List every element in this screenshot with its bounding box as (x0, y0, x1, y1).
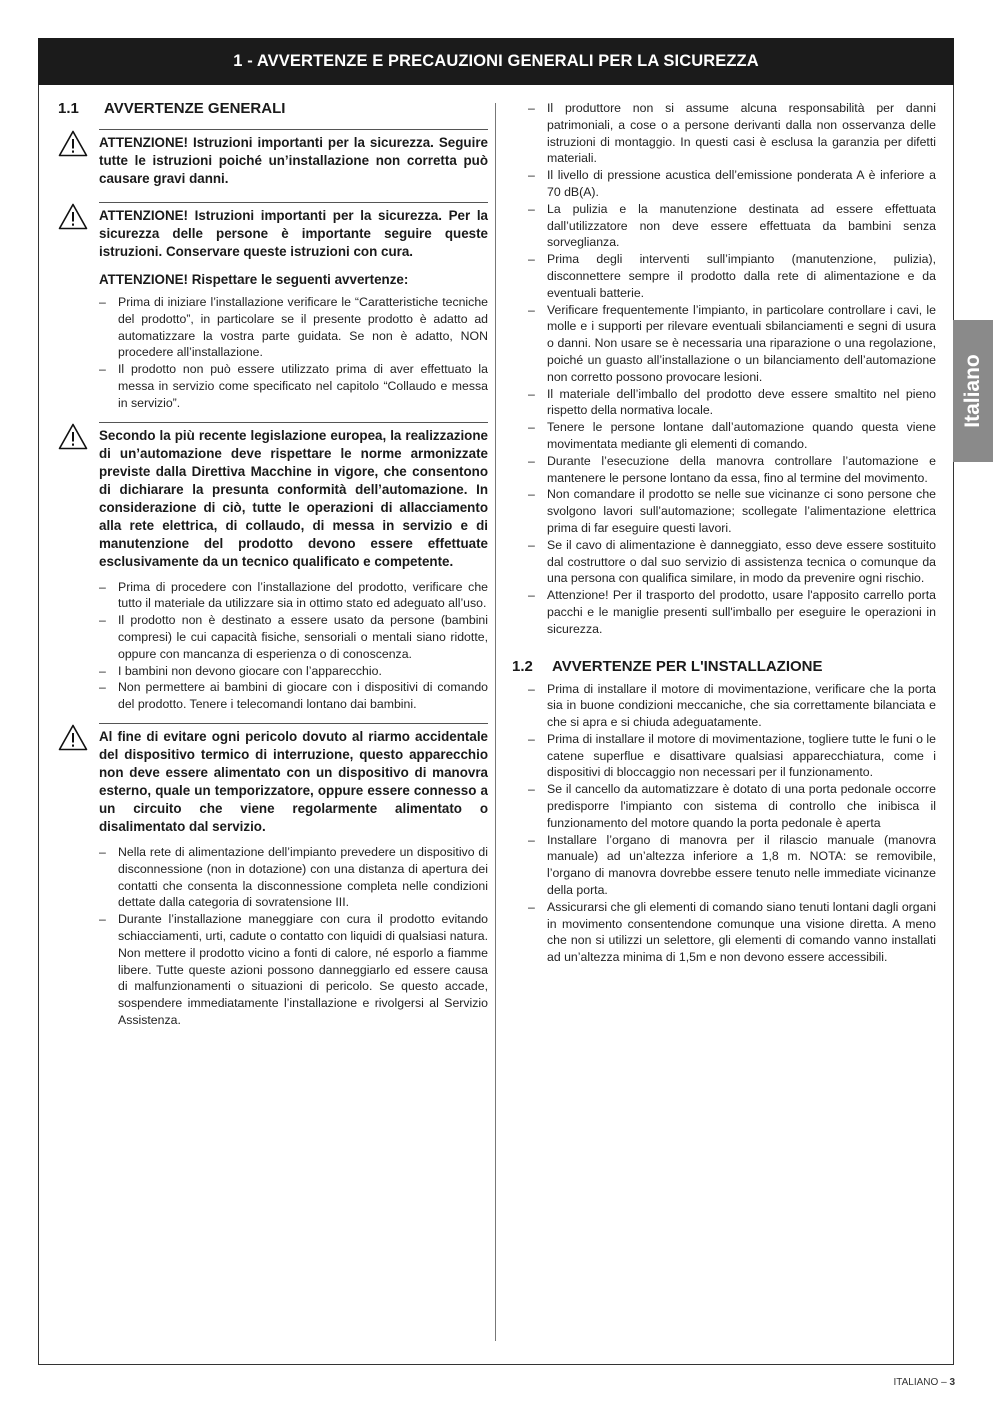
section-title: AVVERTENZE GENERALI (104, 100, 286, 117)
list-item: – Installare l’organo di manovra per il rilascio manuale (manovra manuale) ad un’altezza inferiore a 1,8 m. NOTA: se removibile, l’organo di manovra dovrebbe essere tenuto nelle immediate vicinanze della porta. (528, 832, 936, 899)
page-footer (893, 1377, 955, 1388)
installation-warnings-list (528, 681, 936, 967)
warning-block-4 (58, 723, 488, 836)
warning-text: ATTENZIONE! Istruzioni importanti per la sicurezza. Seguire tutte le istruzioni poiché un’installazione non corretta può causare gravi danni. (99, 129, 488, 188)
warning-list-3 (99, 844, 488, 1029)
warning-triangle-icon (58, 130, 88, 157)
list-item: – Nella rete di alimentazione dell’impianto prevedere un dispositivo di disconnessione (non in dotazione) con una distanza di apertura dei contatti che consenta la disconnessione completa nelle condizioni dettate dalla categoria di sovratensione III. (99, 844, 488, 911)
section-heading-1-2 (512, 658, 936, 675)
list-item: – Durante l’installazione maneggiare con cura il prodotto evitando schiacciamenti, urti, cadute o contatto con liquidi di qualsiasi natura. Non mettere il prodotto vicino a fonti di calore, né esporlo a fiamme libere. Tutte queste azioni possono danneggiarlo ed essere causa di malfunzionamenti o situazioni di pericolo. Se questo accade, sospendere immediatamente l’installazione e rivolgersi al Servizio Assistenza. (99, 911, 488, 1029)
list-item: – Non permettere ai bambini di giocare con i dispositivi di comando del prodotto. Tenere i telecomandi lontano dai bambini. (99, 679, 488, 713)
list-item: – Verificare frequentemente l’impianto, in particolare controllare i cavi, le molle e i supporti per rilevare eventuali sbilanciamenti e segni di usura o danni. Non usare se è necessaria una riparazione o una regolazione, poiché un guasto all’installazione o un bilanciamento dell’automazione non corretto possono provocare lesioni. (528, 302, 936, 386)
list-item: – Prima di installare il motore di movimentazione, verificare che la porta sia in buone condizioni meccaniche, che sia correttamente bilanciata e che si apra e si chiuda adeguatamente. (528, 681, 936, 731)
list-item: – Attenzione! Per il trasporto del prodotto, usare l'apposito carrello porta pacchi e le maniglie presenti sull'imballo per eseguire le operazioni in sicurezza. (528, 587, 936, 637)
right-column (512, 100, 936, 966)
list-item: – I bambini non devono giocare con l’apparecchio. (99, 663, 488, 680)
list-item: – Prima di procedere con l’installazione del prodotto, verificare che tutto il materiale da utilizzare sia in ottimo stato ed adeguato all’uso. (99, 579, 488, 613)
warning-triangle-icon (58, 423, 88, 450)
language-tab-label: Italiano (961, 354, 984, 428)
footer-label: ITALIANO – (893, 1377, 950, 1388)
list-item: – Il livello di pressione acustica dell’emissione ponderata A è inferiore a 70 dB(A). (528, 167, 936, 201)
warning-block-1 (58, 129, 488, 188)
list-item: – Prima di iniziare l’installazione verificare le “Caratteristiche tecniche del prodotto”, in particolare se il presente prodotto è adatto ad automatizzare la vostra parte guidata. Se non è adatto, NON procedere all’installazione. (99, 294, 488, 361)
list-item: – Il prodotto non può essere utilizzato prima di aver effettuato la messa in servizio come specificato nel capitolo “Collaudo e messa in servizio”. (99, 361, 488, 411)
list-item: – Assicurarsi che gli elementi di comando siano tenuti lontani dagli organi in movimento consentendone comunque una visione diretta. A meno che non si utilizzi un selettore, gli elementi di comando vanno installati ad un’altezza minima di 1,5m e non devono essere accessibili. (528, 899, 936, 966)
language-tab (953, 320, 993, 462)
list-item: – Tenere le persone lontane dall’automazione quando questa viene movimentata mediante gli elementi di comando. (528, 419, 936, 453)
warning-list-1 (99, 294, 488, 412)
warnings-subheading: ATTENZIONE! Rispettare le seguenti avvertenze: (99, 272, 409, 287)
warning-text: ATTENZIONE! Istruzioni importanti per la sicurezza. Per la sicurezza delle persone è importante seguire queste istruzioni. Conservare queste istruzioni con cura. (99, 202, 488, 261)
list-item: – Non comandare il prodotto se nelle sue vicinanze ci sono persone che svolgono lavori sull’automazione; scollegate l’alimentazione elettrica prima di far eseguire questi lavori. (528, 486, 936, 536)
warning-block-2 (58, 202, 488, 287)
section-number: 1.1 (58, 100, 79, 117)
warning-block-3 (58, 422, 488, 571)
warning-triangle-icon (58, 724, 88, 751)
warning-list-2 (99, 579, 488, 713)
list-item: – Se il cavo di alimentazione è danneggiato, esso deve essere sostituito dal costruttore o dal suo servizio di assistenza tecnica o comunque da una persona con qualifica similare, in modo da prevenire ogni rischio. (528, 537, 936, 587)
warning-text: Secondo la più recente legislazione europea, la realizzazione di un’automazione deve rispettare le norme armonizzate previste dalla Direttiva Macchine in vigore, che consentono di dichiarare la presunta conformità dell’automazione. In considerazione di ciò, tutte le operazioni di allacciamento alla rete elettrica, di collaudo, di messa in servizio e di manutenzione del prodotto devono essere effettuate esclusivamente da un tecnico qualificato e competente. (99, 422, 488, 571)
chapter-title: 1 - AVVERTENZE E PRECAUZIONI GENERALI PER LA SICUREZZA (38, 38, 954, 85)
general-warnings-list-continued (528, 100, 936, 638)
list-item: – Prima degli interventi sull’impianto (manutenzione, pulizia), disconnettere sempre il prodotto dalla rete di alimentazione e da eventuali batterie. (528, 251, 936, 301)
list-item: – Il materiale dell’imballo del prodotto deve essere smaltito nel pieno rispetto della normativa locale. (528, 386, 936, 420)
list-item: – Prima di installare il motore di movimentazione, togliere tutte le funi o le catene superflue e disattivare qualsiasi apparecchiatura, come i dispositivi di bloccaggio non necessari per il funzionamento. (528, 731, 936, 781)
section-heading-1-1 (58, 100, 488, 117)
list-item: – La pulizia e la manutenzione destinata ad essere effettuata dall’utilizzatore non deve essere effettuata da bambini senza sorveglianza. (528, 201, 936, 251)
list-item: – Se il cancello da automatizzare è dotato di una porta pedonale occorre predisporre l'impianto con sistema di controllo che inibisca il funzionamento del motore quando la porta pedonale è aperta (528, 781, 936, 831)
warning-text: Al fine di evitare ogni pericolo dovuto al riarmo accidentale del dispositivo termico di interruzione, questo apparecchio non deve essere alimentato con un dispositivo di manovra esterno, quale un temporizzatore, oppure essere connesso a un circuito che viene regolarmente alimentato o disalimentato dal servizio. (99, 723, 488, 836)
list-item: – Durante l’esecuzione della manovra controllare l’automazione e mantenere le persone lontano da essa, fino al termine del movimento. (528, 453, 936, 487)
list-item: – Il produttore non si assume alcuna responsabilità per danni patrimoniali, a cose o a persone derivanti dalla non osservanza delle istruzioni di montaggio. In questi casi è esclusa la garanzia per difetti materiali. (528, 100, 936, 167)
column-divider (495, 103, 496, 1341)
left-column (58, 100, 488, 1039)
section-title: AVVERTENZE PER L'INSTALLAZIONE (552, 657, 823, 675)
warning-triangle-icon (58, 203, 88, 230)
list-item: – Il prodotto non è destinato a essere usato da persone (bambini compresi) le cui capacità fisiche, sensoriali o mentali siano ridotte, oppure con mancanza di esperienza o di conoscenza. (99, 612, 488, 662)
section-number: 1.2 (512, 657, 533, 675)
page-number: 3 (949, 1377, 955, 1388)
